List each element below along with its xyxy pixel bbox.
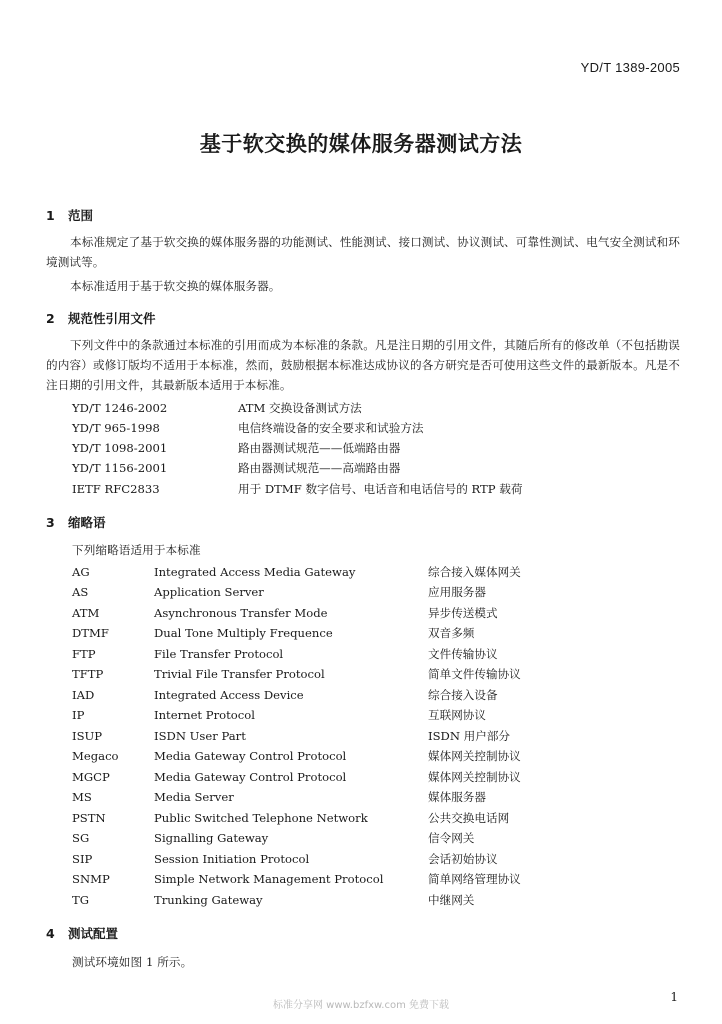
abbreviation-english: Internet Protocol (154, 708, 255, 722)
section-1-paragraph-2: 本标准适用于基于软交换的媒体服务器。 (70, 279, 281, 293)
abbreviation: TFTP (72, 667, 104, 681)
reference-code: IETF RFC2833 (72, 482, 160, 496)
abbreviation-english: Public Switched Telephone Network (154, 811, 368, 825)
abbreviation: FTP (72, 647, 96, 661)
abbreviation-chinese: 异步传送模式 (428, 606, 498, 620)
abbreviation-english: ISDN User Part (154, 729, 246, 743)
abbreviation-english: Session Initiation Protocol (154, 852, 310, 866)
reference-code: YD/T 1098-2001 (72, 441, 168, 455)
section-3-number: 3 (46, 515, 55, 530)
section-4-paragraph-1: 测试环境如图 1 所示。 (72, 955, 193, 969)
section-1-heading (46, 206, 93, 224)
abbreviation-chinese: 简单网络管理协议 (428, 872, 521, 886)
reference-title: ATM 交换设备测试方法 (238, 401, 362, 415)
abbreviation: SNMP (72, 872, 110, 886)
abbreviation-chinese: 媒体网关控制协议 (428, 770, 521, 784)
section-3-heading (46, 513, 106, 531)
abbreviation: AG (72, 565, 90, 579)
abbreviation-english: Integrated Access Media Gateway (154, 565, 356, 579)
abbreviation-english: Simple Network Management Protocol (154, 872, 384, 886)
abbreviation: SIP (72, 852, 93, 866)
abbreviation: ATM (72, 606, 100, 620)
abbreviation-english: Integrated Access Device (154, 688, 304, 702)
abbreviation-chinese: 会话初始协议 (428, 852, 498, 866)
reference-title: 路由器测试规范——高端路由器 (238, 461, 401, 475)
abbreviation-chinese: 互联网协议 (428, 708, 486, 722)
section-4-heading (46, 924, 118, 942)
section-2-number: 2 (46, 311, 55, 326)
reference-code: YD/T 1246-2002 (72, 401, 168, 415)
abbreviation: AS (72, 585, 89, 599)
abbreviation: Megaco (72, 749, 119, 763)
watermark-text: 标准分享网 www.bzfxw.com 免费下载 (273, 1000, 449, 1011)
section-4-title: 测试配置 (68, 926, 119, 941)
abbreviation-chinese: 双音多频 (428, 626, 475, 640)
section-3-intro: 下列缩略语适用于本标准 (72, 543, 201, 557)
abbreviation: TG (72, 893, 89, 907)
abbreviation: PSTN (72, 811, 106, 825)
reference-title: 电信终端设备的安全要求和试验方法 (238, 421, 424, 435)
abbreviation-chinese: 公共交换电话网 (428, 811, 510, 825)
section-1-paragraph-1: 本标准规定了基于软交换的媒体服务器的功能测试、性能测试、接口测试、协议测试、可靠性测试、电气安全测试和环境测试等。 (46, 235, 680, 269)
section-1-title: 范围 (68, 208, 94, 223)
abbreviation: DTMF (72, 626, 109, 640)
abbreviation-chinese: ISDN 用户部分 (428, 729, 511, 743)
abbreviation-chinese: 综合接入媒体网关 (428, 565, 521, 579)
abbreviation-chinese: 简单文件传输协议 (428, 667, 521, 681)
abbreviation-chinese: 综合接入设备 (428, 688, 498, 702)
section-2-heading (46, 309, 156, 327)
abbreviation-chinese: 信令网关 (428, 831, 475, 845)
section-1-number: 1 (46, 208, 55, 223)
abbreviation: ISUP (72, 729, 103, 743)
abbreviation-english: File Transfer Protocol (154, 647, 284, 661)
abbreviation-english: Asynchronous Transfer Mode (154, 606, 328, 620)
section-3-title: 缩略语 (68, 515, 106, 530)
page-number: 1 (670, 990, 678, 1004)
section-2-title: 规范性引用文件 (68, 311, 156, 326)
abbreviation-chinese: 中继网关 (428, 893, 475, 907)
abbreviation: MGCP (72, 770, 110, 784)
abbreviation-chinese: 媒体服务器 (428, 790, 486, 804)
doc-code: YD/T 1389-2005 (580, 60, 680, 75)
abbreviation-english: Media Server (154, 790, 234, 804)
abbreviation: IAD (72, 688, 95, 702)
reference-code: YD/T 965-1998 (72, 421, 160, 435)
section-2-paragraph-1: 下列文件中的条款通过本标准的引用而成为本标准的条款。凡是注日期的引用文件，其随后所有的修改单（不包括勘误的内容）或修订版均不适用于本标准，然而，鼓励根据本标准达成协议的各方研究是否可使用这些文件的最新版本。凡是不注日期的引用文件，其最新版本适用于本标准。 (46, 338, 680, 392)
abbreviation-chinese: 媒体网关控制协议 (428, 749, 521, 763)
abbreviation-chinese: 文件传输协议 (428, 647, 498, 661)
abbreviation: MS (72, 790, 92, 804)
abbreviation-english: Application Server (154, 585, 264, 599)
abbreviation: IP (72, 708, 85, 722)
section-4-number: 4 (46, 926, 55, 941)
reference-title: 路由器测试规范——低端路由器 (238, 441, 401, 455)
abbreviation-english: Media Gateway Control Protocol (154, 770, 347, 784)
abbreviation-english: Media Gateway Control Protocol (154, 749, 347, 763)
reference-code: YD/T 1156-2001 (72, 461, 168, 475)
abbreviation-chinese: 应用服务器 (428, 585, 486, 599)
document-title: 基于软交换的媒体服务器测试方法 (199, 132, 523, 156)
abbreviation-english: Trivial File Transfer Protocol (154, 667, 325, 681)
abbreviation: SG (72, 831, 90, 845)
reference-title: 用于 DTMF 数字信号、电话音和电话信号的 RTP 载荷 (238, 482, 523, 496)
abbreviation-english: Dual Tone Multiply Frequence (154, 626, 333, 640)
abbreviation-english: Signalling Gateway (154, 831, 269, 845)
abbreviation-english: Trunking Gateway (154, 893, 263, 907)
